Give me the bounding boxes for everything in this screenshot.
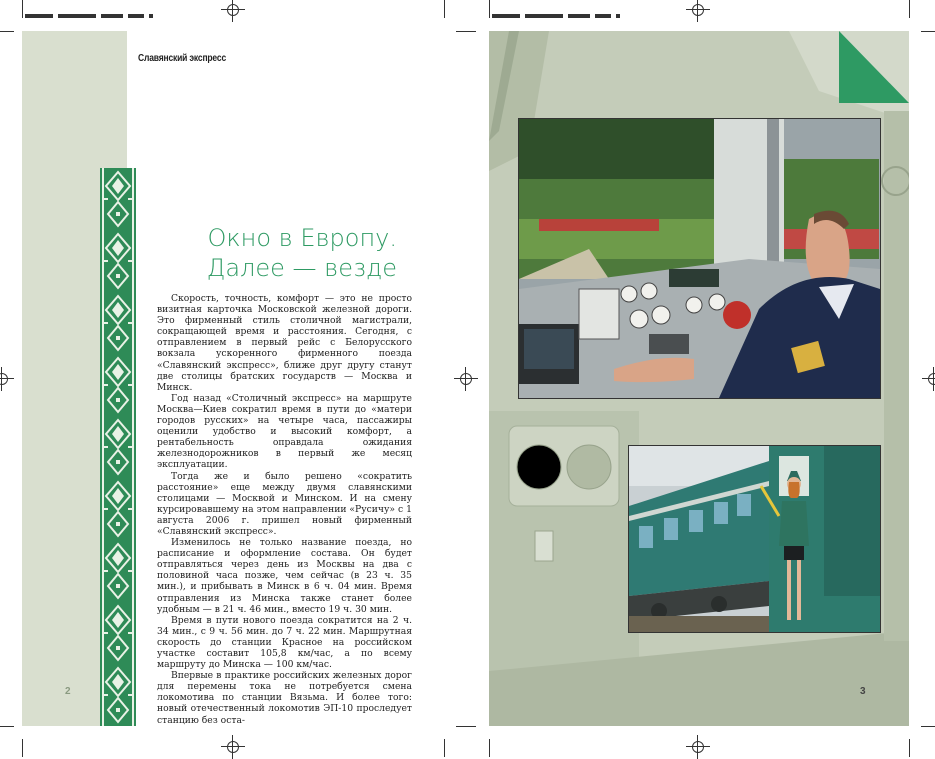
- crop-mark: [909, 739, 910, 757]
- crop-mark: [456, 31, 476, 32]
- article-body: [157, 293, 412, 726]
- registration-mark-icon: [225, 739, 241, 755]
- registration-mark-icon: [458, 371, 474, 387]
- paragraph: Скорость, точность, комфорт — это не просто визитная карточка Московской железной дороги. Это фирменный стиль столичной магистрали, сокращающей время и расстояния. Сегодня, с отправлением в первый рейс с Белорусского вокзала ускоренного фирменного поезда «Славянский экспресс», ближе друг другу станут две столицы братских государств — Москва и Минск.: [157, 293, 412, 393]
- left-page-number: 2: [65, 686, 71, 697]
- train-conductor-photo: [628, 445, 881, 633]
- registration-mark-icon: [926, 371, 935, 387]
- crop-mark: [0, 726, 14, 727]
- paragraph: Год назад «Столичный экспресс» на маршруте Москва—Киев сократил время в пути до «матери городов русских» на четыре часа, пассажиры оценили удобство и высокий комфорт, а рентабельность оправдала ожидания железнодорожников в первый же месяц эксплуатации.: [157, 392, 412, 471]
- crop-mark: [0, 31, 14, 32]
- print-marks-right: [492, 3, 625, 9]
- registration-mark-icon: [225, 2, 241, 18]
- crop-mark: [444, 0, 445, 18]
- paragraph: Впервые в практике российских железных дорог для перемены тока не потребуется смена локомотива по станции Вязьма. И более того: новый отечественный локомотив ЭП-10 проследует станцию без оста-: [157, 670, 412, 726]
- crop-mark: [489, 739, 490, 757]
- title-line-2: Далее — везде: [206, 254, 397, 282]
- registration-mark-icon: [690, 739, 706, 755]
- crop-mark: [921, 31, 935, 32]
- crop-mark: [456, 726, 476, 727]
- driver-cab-photo: [518, 118, 881, 399]
- left-page: [22, 31, 445, 726]
- paragraph: Время в пути нового поезда сократится на 2 ч. 34 мин., с 9 ч. 56 мин. до 7 ч. 22 мин. Маршрутная скорость до станции Красное на российском участке составит 105,8 км/час, а по всему маршруту до Минска — 100 км/час.: [157, 614, 412, 671]
- registration-mark-icon: [0, 371, 10, 387]
- title-line-1: Окно в Европу.: [207, 224, 397, 252]
- article-title: [157, 223, 397, 283]
- registration-mark-icon: [690, 2, 706, 18]
- paragraph: Тогда же и было решено «сократить расстояние» еще между двумя славянскими столицами — Москвой и Минском. И на смену курсировавшему на этом направлении «Русичу» с 1 августа 2006 г. пришел новый фирменный «Славянский экспресс».: [157, 470, 412, 537]
- crop-mark: [444, 739, 445, 757]
- crop-mark: [909, 0, 910, 18]
- crop-mark: [921, 726, 935, 727]
- section-header: Славянский экспресс: [138, 53, 227, 64]
- right-page: [489, 31, 909, 726]
- crop-mark: [22, 0, 23, 18]
- ornament-pattern: [100, 168, 136, 726]
- crop-mark: [489, 0, 490, 18]
- paragraph: Изменилось не только название поезда, но расписание и оформление состава. Он будет отправляться через день из Москвы на два с половиной часа позже, чем сейчас (в 23 ч. 35 мин.), и прибывать в Минск в 6 ч. 04 мин. Время отправления из Минска также станет более удобным — в 21 ч. 46 мин., вместо 19 ч. 30 мин.: [157, 537, 412, 615]
- print-marks-left: [25, 3, 158, 9]
- corner-green-triangle: [839, 31, 909, 103]
- crop-mark: [22, 739, 23, 757]
- right-page-number: 3: [860, 686, 866, 697]
